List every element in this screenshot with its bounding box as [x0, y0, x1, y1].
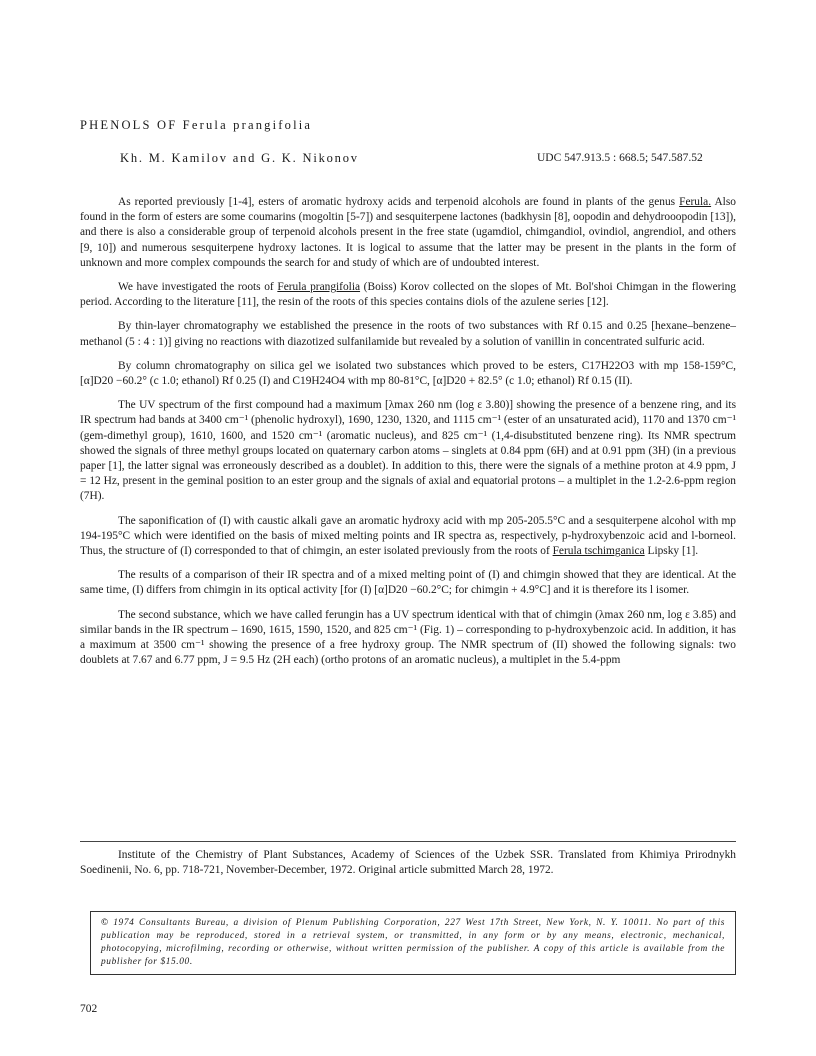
page-number: 702	[80, 1003, 98, 1015]
copyright-text: 1974 Consultants Bureau, a division of Plenum Publishing Corporation, 227 West 17th Street, New York, N. Y. 10011. No part of this publication may be reproduced, stored in a retrieval system, or transmitted, in any form or by any means, electronic, mechanical, photocopying, microfilming, recording or otherwise, without written permission of the publisher. A copy of this article is available from the publisher for $15.00.	[101, 918, 725, 967]
footnote-divider	[80, 841, 736, 842]
article-authors: Kh. M. Kamilov and G. K. Nikonov	[120, 151, 359, 165]
paragraph-4: By column chromatography on silica gel we isolated two substances which proved to be esters, C17H22O3 with mp 158-159°C, [α]D20 −60.2° (c 1.0; ethanol) Rf 0.25 (I) and C19H24O4 with mp 80-81°C, [α]D20 + 82.5° (c 1.0; ethanol) Rf 0.15 (II).	[80, 359, 736, 388]
paragraph-1-text-b: Also found in the form of esters are some coumarins (mogoltin [5-7]) and sesquiterpene lactones (badkhysin [8], oopodin and dehydrooopodin [13]), and there is also a considerable group of terpenoid alcohols present in the free state (ugamdiol, chimgandiol, ovindiol, angrendiol, and others [9, 10]) and numerous sesquiterpene hydroxy lactones. It is logical to assume that the latter may be present in the plants in the form of unknown and more complex compounds the search for and study of which are of undoubted interest.	[80, 196, 736, 269]
article-title: PHENOLS OF Ferula prangifolia	[80, 118, 313, 132]
paragraph-5: The UV spectrum of the first compound had a maximum [λmax 260 nm (log ε 3.80)] showing the presence of a benzene ring, and its IR spectrum had bands at 3400 cm⁻¹ (phenolic hydroxyl), 1690, 1230, 1320, and 1115 cm⁻¹ (ester of an unsaturated acid), 1170 and 1370 cm⁻¹ (gem-dimethyl group), 1610, 1600, and 1520 cm⁻¹ (aromatic nucleus), and 825 cm⁻¹ (1,4-disubstituted benzene ring). Its NMR spectrum showed the signals of three methyl groups located on quaternary carbon atoms – singlets at 0.84 ppm (6H) and at 0.91 ppm (3H) (in a previous paper [1], the latter signal was erroneously described as a doublet). In addition to this, there were the signals of a methine proton at 4.9 ppm, J = 12 Hz, present in the geminal position to an ester group and the signals of axial and equatorial protons – a multiplet in the 1.2-2.6-ppm region (7H).	[80, 399, 736, 503]
copyright-notice	[90, 911, 736, 975]
paragraph-2-text-b: (Boiss) Korov collected on the slopes of Mt. Bol'shoi Chimgan in the flowering period. According to the literature [11], the resin of the roots of this species contains diols of the azulene series [12].	[80, 281, 737, 309]
paragraph-8: The second substance, which we have called ferungin has a UV spectrum identical with that of chimgin (λmax 260 nm, log ε 3.85) and similar bands in the IR spectrum – 1690, 1615, 1590, 1520, and 825 cm⁻¹ (Fig. 1) – corresponding to p-hydroxybenzoic acid. In addition, it has a maximum at 3500 cm⁻¹ showing the presence of a free hydroxy group. The NMR spectrum of (II) showed the following signals: two doublets at 7.67 and 6.77 ppm, J = 9.5 Hz (2H each) (ortho protons of an aromatic nucleus), a multiplet in the 5.4-ppm	[80, 608, 736, 667]
affiliation-text: Institute of the Chemistry of Plant Substances, Academy of Sciences of the Uzbek SSR. Translated from Khimiya Prirodnykh Soedinenii, No. 6, pp. 718-721, November-December, 1972. Original article submitted March 28, 1972.	[80, 849, 736, 876]
paragraph-7: The results of a comparison of their IR spectra and of a mixed melting point of (I) and chimgin showed that they are identical. At the same time, (I) differs from chimgin in its optical activity [for (I) [α]D20 −60.2°C; for chimgin + 4.9°C] and it is therefore its l isomer.	[80, 569, 736, 597]
paragraph-6-text-a: The saponification of (I) with caustic alkali gave an aromatic hydroxy acid with mp 205-205.5°C and a sesquiterpene alcohol with mp 194-195°C which were identified on the basis of mixed melting points and IR spectra as, respectively, p-hydroxybenzoic acid and l-borneol. Thus, the structure of (I) corresponded to that of chimgin, an ester isolated previously from the roots of	[80, 514, 736, 558]
paragraph-2-text-a: We have investigated the roots of	[118, 281, 278, 294]
article-body	[80, 195, 736, 668]
copyright-symbol: ©	[101, 918, 109, 928]
paragraph-6	[80, 514, 736, 560]
paragraph-1	[80, 195, 736, 271]
genus-name: Ferula.	[679, 196, 712, 208]
udc-classification: UDC 547.913.5 : 668.5; 547.587.52	[537, 152, 703, 164]
paragraph-6-text-b: Lipsky [1].	[644, 545, 699, 558]
paragraph-1-text-a: As reported previously [1-4], esters of aromatic hydroxy acids and terpenoid alcohols are found in plants of the genus	[118, 196, 680, 208]
affiliation-footnote	[80, 848, 736, 878]
paragraph-2	[80, 280, 736, 310]
species-name-2: Ferula tschimganica	[552, 545, 645, 558]
paragraph-3: By thin-layer chromatography we established the presence in the roots of two substances with Rf 0.15 and 0.25 [hexane–benzene–methanol (5 : 4 : 1)] giving no reactions with diazotized sulfanilamide but revealed by a solution of vanillin in concentrated sulfuric acid.	[80, 320, 736, 348]
species-name: Ferula prangifolia	[277, 281, 361, 294]
